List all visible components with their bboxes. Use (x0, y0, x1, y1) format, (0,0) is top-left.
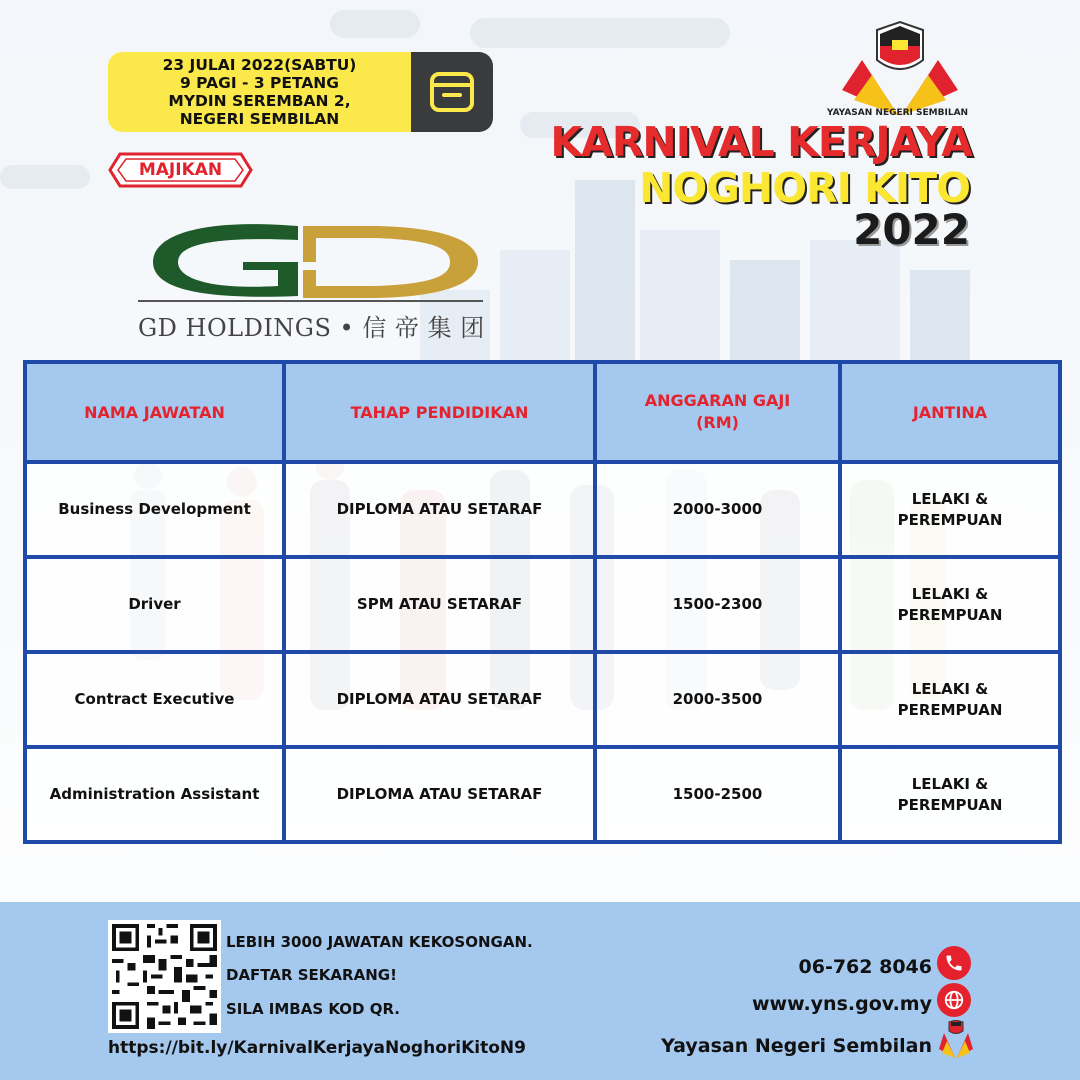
organization-name: Yayasan Negeri Sembilan (661, 1035, 932, 1057)
cell-position: Contract Executive (25, 652, 284, 747)
cell-gender (840, 652, 1060, 747)
phone-icon (937, 946, 971, 980)
cell-position: Driver (25, 557, 284, 652)
cell-gender-text: LELAKI & PEREMPUAN (897, 774, 1003, 814)
cloud (470, 18, 730, 48)
cell-gender (840, 557, 1060, 652)
building (640, 230, 720, 360)
yns-logo-icon (938, 1020, 974, 1060)
cell-education: DIPLOMA ATAU SETARAF (284, 652, 595, 747)
event-date-text (108, 52, 411, 132)
cell-education: DIPLOMA ATAU SETARAF (284, 462, 595, 557)
cell-position: Administration Assistant (25, 747, 284, 842)
calendar-icon (411, 52, 493, 132)
yns-logo (822, 20, 977, 122)
header-education: TAHAP PENDIDIKAN (284, 362, 595, 462)
title-line-2: NOGHORI KITO (639, 164, 970, 212)
cloud (0, 165, 90, 189)
cell-education: DIPLOMA ATAU SETARAF (284, 747, 595, 842)
table-row (25, 462, 1060, 557)
cell-salary: 2000-3000 (595, 462, 840, 557)
title-line-1: KARNIVAL KERJAYA (550, 118, 972, 166)
building (575, 180, 635, 360)
building (810, 240, 900, 360)
cell-position: Business Development (25, 462, 284, 557)
majikan-badge (108, 152, 253, 188)
cell-gender-text: LELAKI & PEREMPUAN (897, 584, 1003, 624)
time-line: 9 PAGI - 3 PETANG (179, 74, 340, 92)
header-gender: JANTINA (840, 362, 1060, 462)
cell-salary: 1500-2500 (595, 747, 840, 842)
title-year: 2022 (853, 205, 970, 254)
building (910, 270, 970, 360)
cloud (330, 10, 420, 38)
cell-education: SPM ATAU SETARAF (284, 557, 595, 652)
gd-holdings-name: GD HOLDINGS • 信 帝 集 团 (138, 314, 485, 342)
header-position: NAMA JAWATAN (25, 362, 284, 462)
cell-gender-text: LELAKI & PEREMPUAN (897, 679, 1003, 719)
cell-gender (840, 747, 1060, 842)
table-row (25, 557, 1060, 652)
job-table (23, 360, 1062, 844)
globe-icon (937, 983, 971, 1017)
state-line: NEGERI SEMBILAN (179, 110, 340, 128)
header-salary (595, 362, 840, 462)
majikan-label: MAJIKAN (138, 160, 223, 180)
cell-salary: 2000-3500 (595, 652, 840, 747)
building (500, 250, 570, 360)
website-link[interactable]: www.yns.gov.my (752, 993, 932, 1015)
footer-vacancies-text: LEBIH 3000 JAWATAN KEKOSONGAN. (226, 933, 533, 951)
registration-link[interactable]: https://bit.ly/KarnivalKerjayaNoghoriKitoN9 (108, 1038, 526, 1058)
cell-salary: 1500-2300 (595, 557, 840, 652)
venue-line: MYDIN SEREMBAN 2, (168, 92, 351, 110)
date-line: 23 JULAI 2022(SABTU) (162, 56, 357, 74)
organizer-caption: YAYASAN NEGERI SEMBILAN (826, 108, 969, 118)
phone-number[interactable]: 06-762 8046 (798, 956, 932, 978)
cell-gender-text: LELAKI & PEREMPUAN (897, 489, 1003, 529)
table-header-row (25, 362, 1060, 462)
table-row (25, 747, 1060, 842)
building (730, 260, 800, 360)
footer-scan-text: SILA IMBAS KOD QR. (226, 1000, 401, 1018)
header-salary-label: ANGGARAN GAJI (RM) (644, 391, 791, 432)
cell-gender (840, 462, 1060, 557)
event-date-box (108, 52, 493, 132)
table-row (25, 652, 1060, 747)
qr-code[interactable] (108, 920, 221, 1033)
footer-register-text: DAFTAR SEKARANG! (226, 966, 397, 984)
